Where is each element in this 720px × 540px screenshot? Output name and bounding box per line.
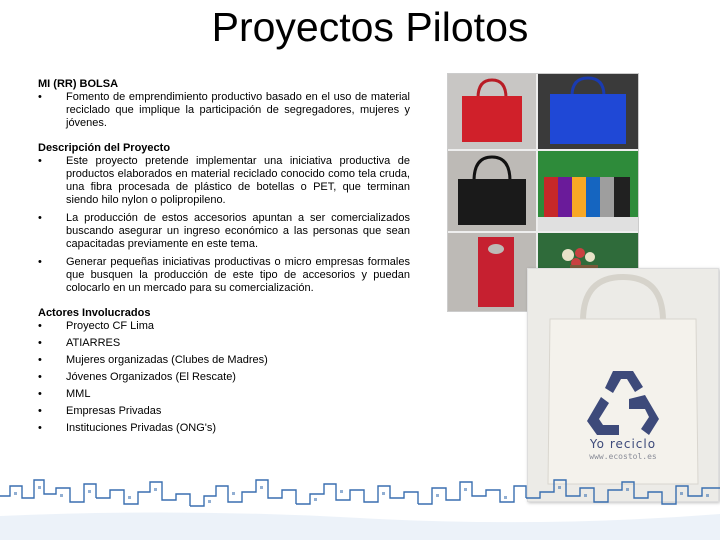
featured-bag-caption: Yo reciclo: [589, 437, 657, 451]
bullet-marker: •: [38, 405, 42, 417]
list-item: [38, 371, 410, 384]
product-bullet-1: Fomento de emprendimiento productivo basado en el uso de material reciclado que implique la participación de segregadores, mujeres y jóvenes.: [66, 91, 410, 129]
red-handle-bag-icon: [448, 233, 536, 311]
bullet-marker: •: [38, 212, 42, 224]
description-bullet-2: La producción de estos accesorios apuntan a ser comercializados buscando asegurar un ingreso económico a las personas que sean capacitadas previamente en este tema.: [66, 212, 410, 250]
blue-bag-photo: [538, 74, 638, 149]
actor-item: MML: [66, 388, 91, 400]
bullet-marker: •: [38, 388, 42, 400]
slide-body: [38, 78, 410, 447]
description-heading: Descripción del Proyecto: [38, 142, 171, 154]
actor-item: Instituciones Privadas (ONG's): [66, 422, 217, 434]
black-bag-photo: [448, 151, 536, 231]
actors-heading: Actores Involucrados: [38, 307, 151, 319]
actor-item: Empresas Privadas: [66, 405, 162, 417]
bullet-marker: •: [38, 155, 42, 167]
list-item: [38, 337, 410, 350]
list-item: [38, 256, 410, 295]
bullet-marker: •: [38, 371, 42, 383]
section-description: [38, 142, 410, 295]
bullet-marker: •: [38, 320, 42, 332]
list-item: [38, 422, 410, 435]
bullet-marker: •: [38, 422, 42, 434]
blue-bag-icon: [538, 74, 638, 149]
slide-title: Proyectos Pilotos: [211, 4, 529, 50]
list-item: [38, 405, 410, 418]
colored-bags-photo: [538, 151, 638, 231]
list-item: [38, 354, 410, 367]
bullet-marker: •: [38, 256, 42, 268]
product-heading: MI (RR) BOLSA: [38, 78, 119, 90]
bullet-marker: •: [38, 354, 42, 366]
section-actors: [38, 307, 410, 435]
featured-bag-photo: [527, 268, 719, 502]
list-item: [38, 155, 410, 207]
colored-bags-icon: [538, 151, 638, 231]
bullet-marker: •: [38, 91, 42, 103]
bullet-marker: •: [38, 337, 42, 349]
list-item: [38, 91, 410, 130]
featured-bag-url: www.ecostol.es: [589, 452, 657, 461]
description-bullet-1: Este proyecto pretende implementar una iniciativa productiva de productos elaborados en material reciclado conocido como tela cruda, una fibra procesada de plástico de botellas o PET, que terminan siendo hilo nylon o polipropileno.: [66, 155, 410, 206]
cityscape-footer-decoration: [0, 468, 720, 540]
section-product: [38, 78, 410, 130]
recycle-icon: [583, 367, 663, 439]
red-handle-bag-photo: [448, 233, 536, 311]
list-item: [38, 388, 410, 401]
description-bullet-3: Generar pequeñas iniciativas productivas o micro empresas formales que busquen la producción de este tipo de accesorios y puedan colocarlo en un mercado para su comercialización.: [66, 256, 410, 294]
list-item: [38, 320, 410, 333]
actor-item: Mujeres organizadas (Clubes de Madres): [66, 354, 268, 366]
black-bag-icon: [448, 151, 536, 231]
red-bag-icon: [448, 74, 536, 149]
red-bag-photo: [448, 74, 536, 149]
list-item: [38, 212, 410, 251]
actor-item: Proyecto CF Lima: [66, 320, 155, 332]
actor-item: Jóvenes Organizados (El Rescate): [66, 371, 236, 383]
actor-item: ATIARRES: [66, 337, 121, 349]
